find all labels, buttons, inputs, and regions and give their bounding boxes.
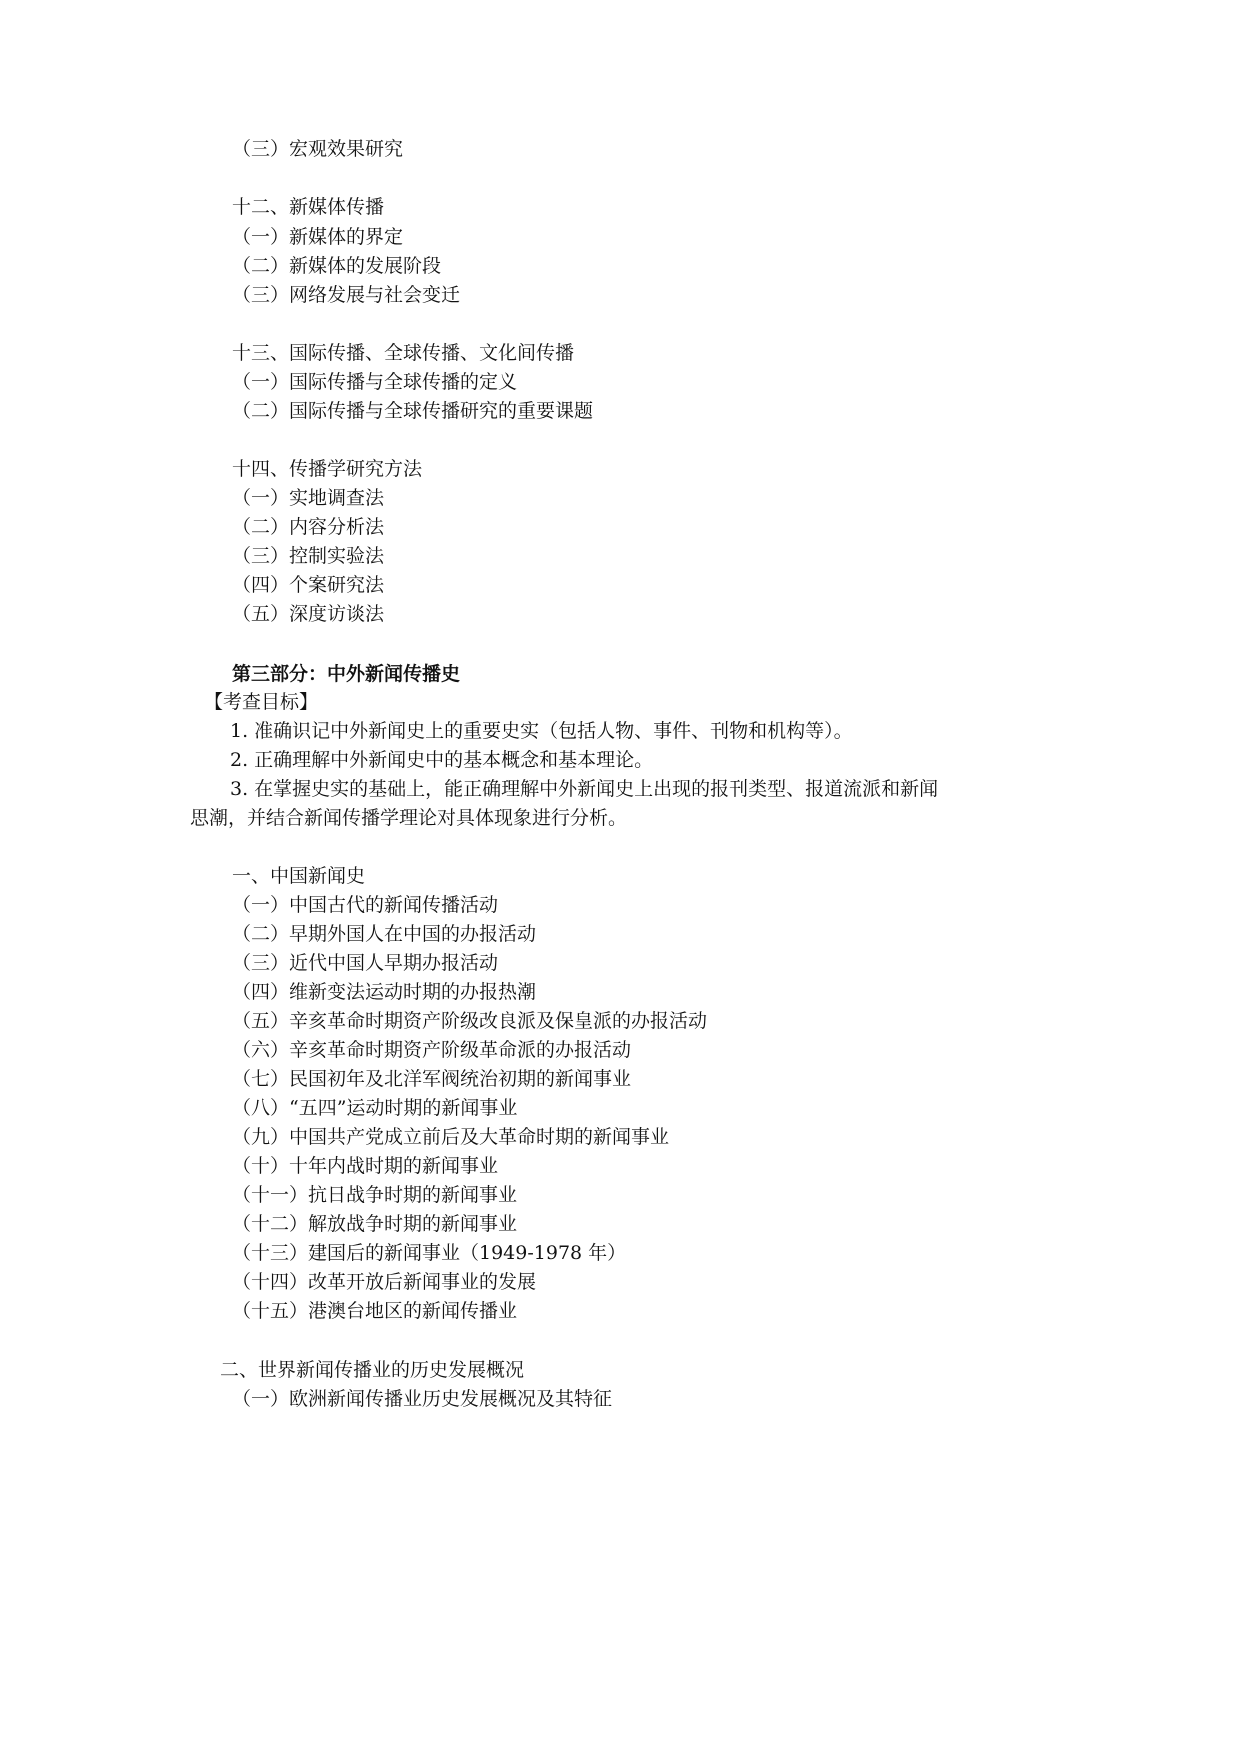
outline-heading: 二、世界新闻传播业的历史发展概况 [220,1359,525,1381]
outline-heading: 十四、传播学研究方法 [232,458,423,480]
outline-sub-item: （一）国际传播与全球传播的定义 [232,371,518,393]
objective-item-continuation: 思潮，并结合新闻传播学理论对具体现象进行分析。 [190,807,628,829]
objectives-label: 【考查目标】 [204,691,319,713]
outline-sub-item: （一）欧洲新闻传播业历史发展概况及其特征 [232,1388,613,1410]
outline-sub-item: （十二）解放战争时期的新闻事业 [232,1213,518,1235]
outline-sub-item: （五）辛亥革命时期资产阶级改良派及保皇派的办报活动 [232,1010,708,1032]
outline-sub-item: （二）国际传播与全球传播研究的重要课题 [232,400,594,422]
objective-item: 2. 正确理解中外新闻史中的基本概念和基本理论。 [230,749,654,771]
outline-sub-item: （十）十年内战时期的新闻事业 [232,1155,499,1177]
outline-heading: 十三、国际传播、全球传播、文化间传播 [232,342,575,364]
outline-sub-item: （十五）港澳台地区的新闻传播业 [232,1300,518,1322]
outline-sub-item: （一）中国古代的新闻传播活动 [232,894,499,916]
objective-item: 3. 在掌握史实的基础上，能正确理解中外新闻史上出现的报刊类型、报道流派和新闻 [230,778,939,800]
outline-sub-item: （四）维新变法运动时期的办报热潮 [232,981,537,1003]
outline-sub-item: （三）宏观效果研究 [232,138,404,160]
outline-heading: 十二、新媒体传播 [232,196,385,218]
outline-sub-item: （七）民国初年及北洋军阀统治初期的新闻事业 [232,1068,632,1090]
objective-item: 1. 准确识记中外新闻史上的重要史实（包括人物、事件、刊物和机构等）。 [230,720,853,742]
outline-sub-item: （三）控制实验法 [232,545,385,567]
outline-sub-item: （一）实地调查法 [232,487,385,509]
outline-sub-item: （一）新媒体的界定 [232,226,404,248]
outline-sub-item: （二）早期外国人在中国的办报活动 [232,923,537,945]
outline-sub-item: （三）网络发展与社会变迁 [232,284,461,306]
outline-sub-item: （九）中国共产党成立前后及大革命时期的新闻事业 [232,1126,670,1148]
outline-sub-item: （四）个案研究法 [232,574,385,596]
outline-sub-item: （十四）改革开放后新闻事业的发展 [232,1271,537,1293]
outline-sub-item: （八）“五四”运动时期的新闻事业 [232,1097,518,1119]
outline-sub-item: （二）新媒体的发展阶段 [232,255,442,277]
outline-sub-item: （五）深度访谈法 [232,603,385,625]
outline-sub-item: （十一）抗日战争时期的新闻事业 [232,1184,518,1206]
outline-heading: 一、中国新闻史 [232,865,366,887]
outline-sub-item: （十三）建国后的新闻事业（1949-1978 年） [232,1242,627,1264]
outline-sub-item: （二）内容分析法 [232,516,385,538]
section-heading: 第三部分：中外新闻传播史 [232,663,461,685]
outline-sub-item: （三）近代中国人早期办报活动 [232,952,499,974]
outline-sub-item: （六）辛亥革命时期资产阶级革命派的办报活动 [232,1039,632,1061]
